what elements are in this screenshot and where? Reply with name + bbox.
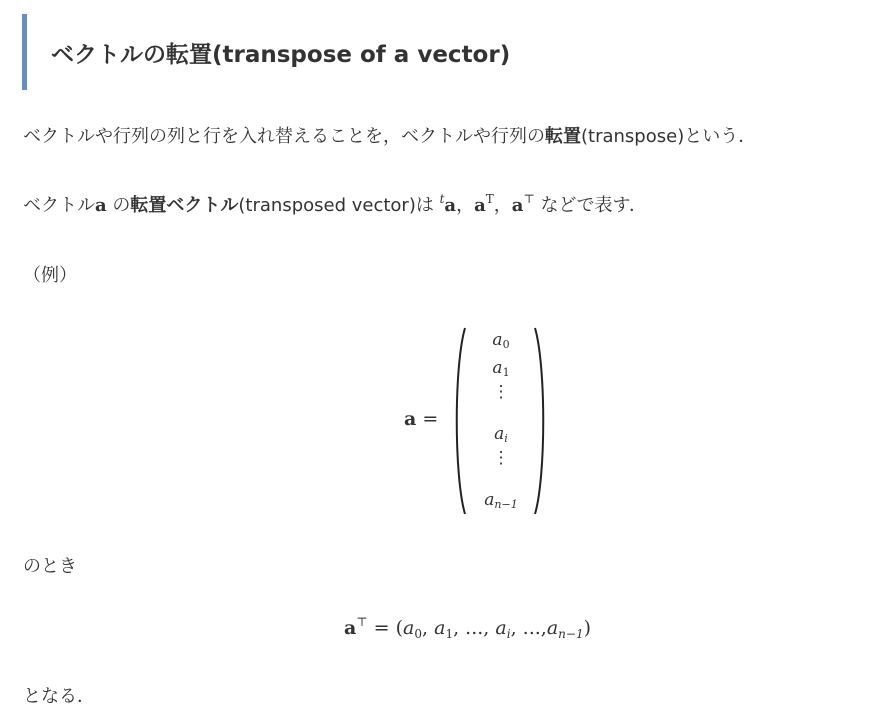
eq2-term-an-1-sub: n−1: [558, 627, 584, 641]
eq2-comma-1: ,: [422, 617, 429, 639]
p2-particle: の: [106, 195, 131, 216]
p2-text-mid: (transposed vector)は: [238, 195, 434, 216]
section-heading: [22, 14, 852, 90]
eq2-term-a0-sub: 0: [414, 627, 423, 641]
eq2-open-paren: (: [395, 617, 404, 639]
notation-sep-2: ，: [493, 195, 512, 216]
entry-a1: [466, 358, 536, 379]
entry-an-1-sub: n−1: [494, 498, 518, 511]
eq1-vector-symbol: a: [404, 408, 417, 430]
column-vector-equation: [404, 326, 554, 516]
eq2-comma-5: ,: [540, 617, 547, 639]
p1-text-after: (transpose)という．: [581, 126, 757, 147]
entry-a0-base: a: [492, 330, 503, 350]
eq2-term-ai: a: [495, 617, 507, 639]
notation-top-superscript: ⊤: [523, 192, 535, 206]
p2-bold-term: 転置ベクトル: [130, 195, 239, 216]
notation-a-3: a: [511, 195, 524, 216]
eq2-term-a1-sub: 1: [445, 627, 454, 641]
notation-sep-1: ，: [456, 195, 475, 216]
section-title: ベクトルの転置(transpose of a vector): [51, 42, 511, 68]
notation-a-1: a: [444, 195, 457, 216]
p2-prefix: ベクトル: [23, 195, 95, 216]
eq2-comma-2: ,: [453, 617, 460, 639]
vertical-dots-1: ⋮: [492, 382, 510, 402]
paragraph-notation: [23, 191, 647, 217]
right-paren-icon: [532, 326, 548, 516]
eq2-term-ai-sub: i: [506, 627, 511, 641]
eq2-comma-3: ,: [483, 617, 490, 639]
eq2-vector-symbol: a: [344, 617, 357, 639]
entry-a1-sub: 1: [502, 366, 510, 379]
eq2-ellipsis-1: ...: [465, 617, 484, 639]
entry-a0: [466, 330, 536, 351]
eq2-equals: =: [373, 617, 390, 639]
eq2-close-paren: ): [583, 617, 591, 639]
entry-an-1-base: a: [484, 490, 495, 510]
example-label: （例）: [23, 265, 77, 286]
p2-text-end: などで表す．: [534, 195, 648, 216]
notation-a-2: a: [474, 195, 486, 216]
paragraph-result: となる．: [23, 686, 95, 707]
eq2-comma-4: ,: [510, 617, 517, 639]
p2-vector-symbol: a: [95, 195, 107, 216]
eq1-equals: =: [422, 408, 439, 430]
p1-text-before: ベクトルや行列の列と行を入れ替えることを，ベクトルや行列の: [23, 126, 545, 147]
p1-bold-term: 転置: [545, 126, 581, 147]
entry-a0-sub: 0: [502, 338, 510, 351]
eq2-ellipsis-2: ...: [522, 617, 541, 639]
entry-ai-base: a: [494, 424, 505, 444]
eq2-term-a0: a: [403, 617, 415, 639]
paragraph-definition: [23, 122, 756, 148]
eq2-term-an-1: a: [546, 617, 559, 639]
entry-a1-base: a: [492, 358, 503, 378]
paragraph-when: のとき: [23, 556, 77, 577]
transpose-row-equation: [344, 615, 591, 641]
eq2-transpose-sup: ⊤: [356, 615, 368, 629]
notation-T-superscript: T: [485, 192, 494, 206]
eq1-lhs: [404, 408, 438, 430]
notation-t-superscript: t: [439, 192, 445, 206]
entry-ai: [466, 424, 536, 445]
left-paren-icon: [452, 326, 468, 516]
entry-an-1: [466, 490, 536, 511]
vertical-dots-2: ⋮: [492, 448, 510, 468]
entry-ai-sub: i: [504, 432, 508, 445]
eq2-term-a1: a: [434, 617, 446, 639]
